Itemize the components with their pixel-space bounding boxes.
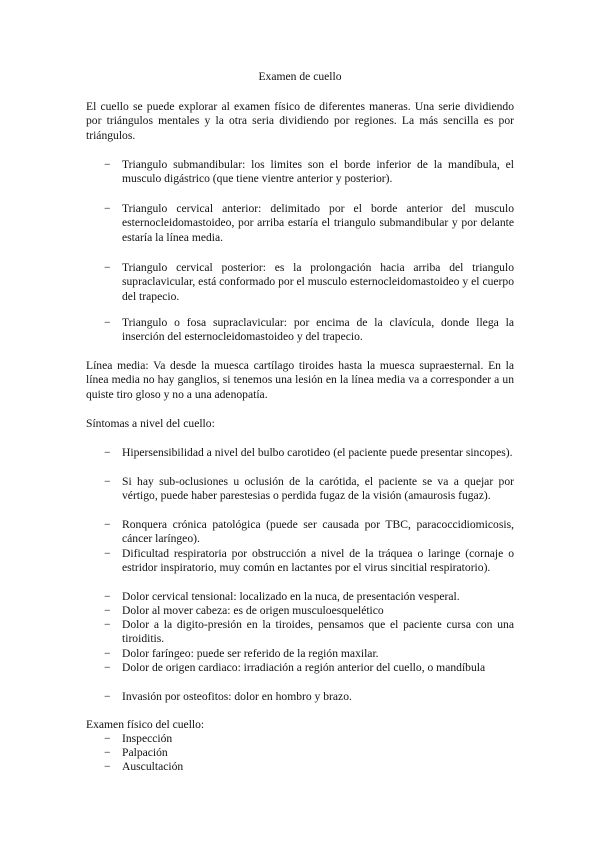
sintoma-text: Hipersensibilidad a nivel del bulbo carotideo (el paciente puede presentar sincopes).	[122, 446, 513, 459]
triangle-item	[104, 202, 514, 245]
triangle-text: Triangulo submandibular: los limites son el borde inferior de la mandíbula, el musculo digástrico (que tiene vientre anterior y posterior).	[122, 158, 514, 186]
dash-bullet: −	[104, 158, 111, 171]
sintoma-text: Dolor cervical tensional: localizado en la nuca, de presentación vesperal.	[122, 590, 460, 603]
sintoma-item	[104, 547, 514, 576]
dash-bullet: −	[104, 518, 111, 531]
dash-bullet: −	[104, 732, 111, 745]
linea-media-paragraph: Línea media: Va desde la muesca cartílago tiroides hasta la muesca supraesternal. En la línea media no hay ganglios, si tenemos una lesión en la línea media va a corresponder a un quiste tiro gloso y no a una adenopatía.	[86, 359, 514, 401]
dash-bullet: −	[104, 690, 111, 703]
triangle-item	[104, 158, 514, 187]
dash-bullet: −	[104, 475, 111, 488]
triangle-item	[104, 261, 514, 304]
sintoma-text: Dolor faríngeo: puede ser referido de la región maxilar.	[122, 647, 379, 660]
dash-bullet: −	[104, 446, 111, 459]
sintomas-heading: Síntomas a nivel del cuello:	[86, 417, 215, 430]
examen-text: Inspección	[122, 732, 173, 745]
examen-item	[104, 746, 514, 760]
dash-bullet: −	[104, 547, 111, 560]
sintoma-text: Si hay sub-oclusiones u oclusión de la carótida, el paciente se va a quejar por vértigo, puede haber parestesias o perdida fugaz de la visión (amaurosis fugaz).	[122, 475, 514, 503]
intro-paragraph: El cuello se puede explorar al examen físico de diferentes maneras. Una serie dividiendo por triángulos mentales y la otra seria dividiendo por regiones. La más sencilla es por triángulos.	[86, 100, 514, 142]
dash-bullet: −	[104, 590, 111, 603]
examen-item	[104, 760, 514, 774]
sintoma-item	[104, 661, 514, 675]
triangle-text: Triangulo cervical anterior: delimitado por el borde anterior del musculo esternocleidomastoideo, por arriba estaría el triangulo submandibular y por delante estaría la línea media.	[122, 202, 514, 244]
sintoma-item	[104, 590, 514, 604]
sintoma-text: Invasión por osteofitos: dolor en hombro y brazo.	[122, 690, 352, 703]
sintoma-item	[104, 475, 514, 504]
dash-bullet: −	[104, 604, 111, 617]
examen-item	[104, 732, 514, 746]
sintoma-item	[104, 446, 514, 460]
examen-text: Auscultación	[122, 760, 184, 773]
sintoma-item	[104, 604, 514, 618]
sintoma-text: Ronquera crónica patológica (puede ser causada por TBC, paracoccidiomicosis, cáncer laríngeo).	[122, 518, 514, 546]
sintoma-item	[104, 690, 514, 704]
dash-bullet: −	[104, 202, 111, 215]
sintoma-item	[104, 618, 514, 647]
dash-bullet: −	[104, 316, 111, 329]
dash-bullet: −	[104, 746, 111, 759]
sintoma-text: Dolor al mover cabeza: es de origen musculoesquelético	[122, 604, 384, 617]
dash-bullet: −	[104, 661, 111, 674]
triangle-text: Triangulo cervical posterior: es la prolongación hacia arriba del triangulo supraclavicular, está conformado por el musculo esternocleidomastoideo y el cuerpo del trapecio.	[122, 261, 514, 303]
sintoma-text: Dolor a la digito-presión en la tiroides, pensamos que el paciente cursa con una tiroiditis.	[122, 618, 514, 646]
dash-bullet: −	[104, 760, 111, 773]
examen-text: Palpación	[122, 746, 168, 759]
sintoma-item	[104, 647, 514, 661]
triangle-text: Triangulo o fosa supraclavicular: por encima de la clavícula, donde llega la inserción del esternocleidomastoideo y del trapecio.	[122, 316, 514, 344]
dash-bullet: −	[104, 261, 111, 274]
page-title: Examen de cuello	[258, 70, 342, 83]
sintoma-text: Dolor de origen cardiaco: irradiación a región anterior del cuello, o mandíbula	[122, 661, 486, 674]
sintoma-text: Dificultad respiratoria por obstrucción a nivel de la tráquea o laringe (cornaje o estridor inspiratorio, muy común en lactantes por el virus sincitial respiratorio).	[122, 547, 514, 575]
dash-bullet: −	[104, 647, 111, 660]
dash-bullet: −	[104, 618, 111, 631]
triangle-item	[104, 316, 514, 345]
sintoma-item	[104, 518, 514, 547]
examen-heading: Examen físico del cuello:	[86, 718, 205, 731]
